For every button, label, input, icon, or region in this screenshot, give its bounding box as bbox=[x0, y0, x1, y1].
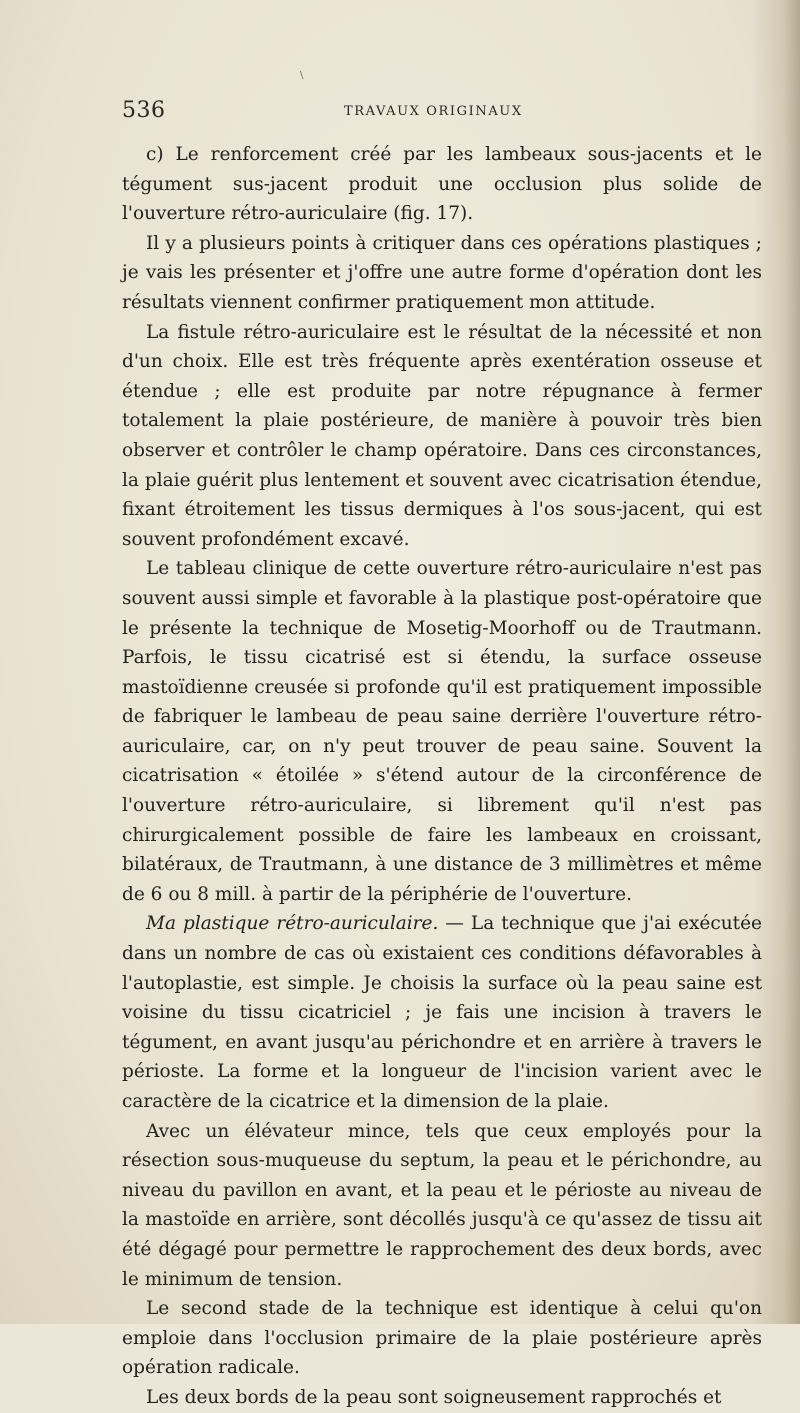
section-title: Ma plastique rétro-auriculaire. bbox=[146, 913, 439, 935]
paragraph-plastique-text: — La technique que j'ai exécutée dans un nombre de cas où existaient ces conditions défavorables à l'autoplastie, est simple. Je choisis la surface où la peau saine est voisine du tissu cicatriciel ; je fais une incision à travers le tégument, en avant jusqu'au périchondre et en arrière à travers le périoste. La forme et la longueur de l'incision varient avec le caractère de la cicatrice et la dimension de la plaie. bbox=[122, 913, 762, 1112]
paragraph-fistule: La fistule rétro-auriculaire est le résultat de la nécessité et non d'un choix. Elle est très fréquente après exentération osseuse et étendue ; elle est produite par notre répugnance à fermer totalement la plaie postérieure, de manière à pouvoir très bien observer et contrôler le champ opératoire. Dans ces circonstances, la plaie guérit plus lentement et souvent avec cicatrisation étendue, fixant étroitement les tissus dermiques à l'os sous-jacent, qui est souvent profondément excavé. bbox=[122, 321, 762, 550]
paragraph-plastique bbox=[122, 909, 762, 1116]
paragraph-bords: Les deux bords de la peau sont soigneusement rapprochés et bbox=[146, 1386, 722, 1408]
page-header bbox=[122, 98, 762, 128]
page-number: 536 bbox=[122, 98, 166, 123]
stray-mark: \ bbox=[300, 70, 304, 81]
paragraph-c: c) Le renforcement créé par les lambeaux sous-jacents et le tégument sus-jacent produit une occlusion plus solide de l'ouverture rétro-auriculaire (fig. 17). bbox=[122, 144, 762, 225]
running-head: TRAVAUX ORIGINAUX bbox=[344, 104, 523, 119]
paragraph-tableau: Le tableau clinique de cette ouverture rétro-auriculaire n'est pas souvent aussi simple et favorable à la plastique post-opératoire que le présente la technique de Mosetig-Moorhoff ou de Trautmann. Parfois, le tissu cicatrisé est si étendu, la surface osseuse mastoïdienne creusée si profonde qu'il est pratiquement impossible de fabriquer le lambeau de peau saine derrière l'ouverture rétro-auriculaire, car, on n'y peut trouver de peau saine. Souvent la cicatrisation « étoilée » s'étend autour de la circonférence de l'ouverture rétro-auriculaire, si librement qu'il n'est pas chirurgicalement possible de faire les lambeaux en croissant, bilatéraux, de Trautmann, à une distance de 3 millimètres et même de 6 ou 8 mill. à partir de la périphérie de l'ouverture. bbox=[122, 558, 762, 905]
body-text bbox=[122, 140, 762, 1413]
paragraph-second-stade: Le second stade de la technique est identique à celui qu'on emploie dans l'occlusion primaire de la plaie postérieure après opération radicale. bbox=[122, 1298, 762, 1379]
paragraph-critique: Il y a plusieurs points à critiquer dans ces opérations plastiques ; je vais les présenter et j'offre une autre forme d'opération dont les résultats viennent confirmer pratiquement mon attitude. bbox=[122, 232, 762, 313]
paragraph-elevateur: Avec un élévateur mince, tels que ceux employés pour la résection sous-muqueuse du septum, la peau et le périchondre, au niveau du pavillon en avant, et la peau et le périoste au niveau de la mastoïde en arrière, sont décollés jusqu'à ce qu'assez de tissu ait été dégagé pour permettre le rapprochement des deux bords, avec le minimum de tension. bbox=[122, 1120, 762, 1290]
